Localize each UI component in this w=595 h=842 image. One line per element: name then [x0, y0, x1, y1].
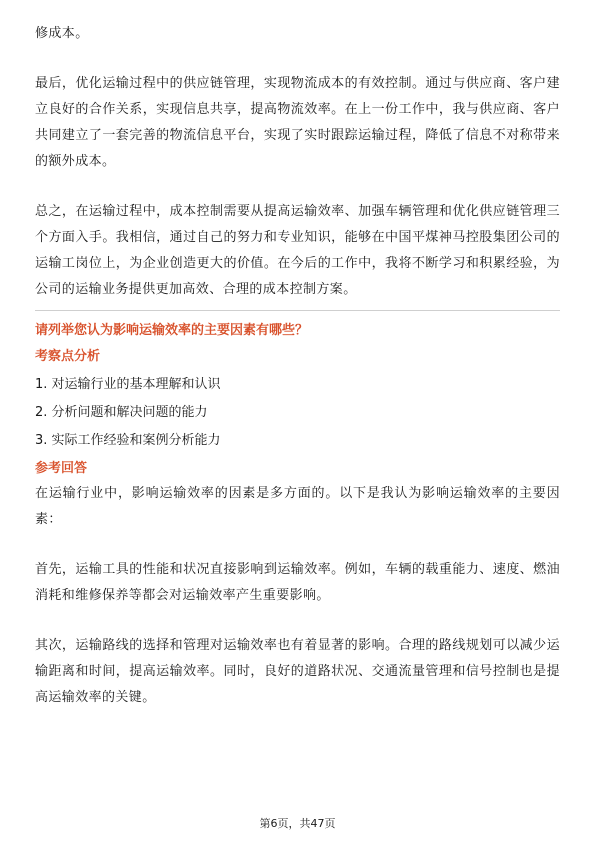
- analysis-item: 2. 分析问题和解决问题的能力: [35, 405, 208, 420]
- section-divider: [35, 310, 560, 311]
- analysis-item: 3. 实际工作经验和案例分析能力: [35, 433, 221, 448]
- paragraph-supply-chain: 最后，优化运输过程中的供应链管理，实现物流成本的有效控制。通过与供应商、客户建立良好的合作关系，实现信息共享，提高物流效率。在上一份工作中，我与供应商、客户共同建立了一套完善的物流信息平台，实现了实时跟踪运输过程，降低了信息不对称带来的额外成本。: [35, 76, 560, 169]
- analysis-title: 考察点分析: [35, 349, 101, 364]
- paragraph-summary: 总之，在运输过程中，成本控制需要从提高运输效率、加强车辆管理和优化供应链管理三个方面入手。我相信，通过自己的努力和专业知识，能够在中国平煤神马控股集团公司的运输工岗位上，为企业创造更大的价值。在今后的工作中，我将不断学习和积累经验，为公司的运输业务提供更加高效、合理的成本控制方案。: [35, 204, 560, 297]
- page-footer: 第6页，共47页: [259, 817, 336, 830]
- answer-title: 参考回答: [35, 461, 88, 476]
- answer-paragraph-routes: 其次，运输路线的选择和管理对运输效率也有着显著的影响。合理的路线规划可以减少运输距离和时间，提高运输效率。同时，良好的道路状况、交通流量管理和信号控制也是提高运输效率的关键。: [35, 638, 560, 705]
- answer-paragraph-vehicles: 首先，运输工具的性能和状况直接影响到运输效率。例如，车辆的载重能力、速度、燃油消耗和维修保养等都会对运输效率产生重要影响。: [35, 562, 560, 603]
- analysis-item: 1. 对运输行业的基本理解和认识: [35, 377, 221, 392]
- paragraph-continuation: 修成本。: [35, 26, 89, 41]
- answer-paragraph-intro: 在运输行业中，影响运输效率的因素是多方面的。以下是我认为影响运输效率的主要因素：: [35, 486, 560, 527]
- question-heading: 请列举您认为影响运输效率的主要因素有哪些？: [35, 323, 309, 338]
- document-page: [35, 0, 560, 711]
